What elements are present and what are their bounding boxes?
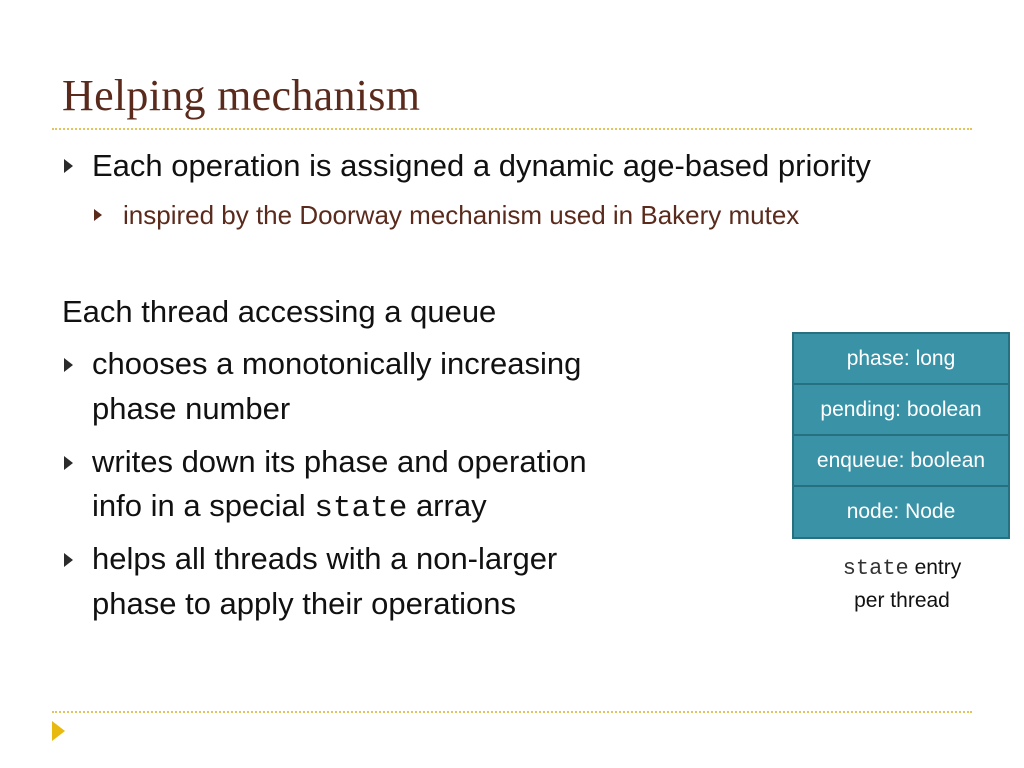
sub-bullet-doorway: inspired by the Doorway mechanism used in Bakery mutex (123, 200, 800, 230)
bullet-arrow-icon (64, 159, 73, 173)
bullet-arrow-icon (64, 553, 73, 567)
title-divider (52, 128, 972, 130)
item-help-line1: helps all threads with a non-larger (92, 541, 558, 576)
footer-triangle-icon (52, 721, 65, 741)
item-write-line1: writes down its phase and operation (92, 444, 587, 479)
state-table-caption (792, 552, 1012, 617)
item-phase-line2: phase number (92, 391, 291, 426)
item-write-line2 (92, 484, 487, 531)
state-entry-table (792, 332, 1010, 539)
state-field-node: node: Node (846, 500, 956, 523)
state-code: state (314, 491, 408, 526)
item-phase-line1: chooses a monotonically increasing (92, 346, 582, 381)
item-write-tail: array (407, 488, 487, 523)
bullet-arrow-icon (64, 358, 73, 372)
item-help-line2: phase to apply their operations (92, 586, 516, 621)
state-field-phase: phase: long (794, 334, 1008, 385)
state-field-pending: pending: boolean (794, 385, 1008, 436)
bullet-arrow-icon (64, 456, 73, 470)
caption-entry: entry (908, 556, 962, 579)
slide-title: Helping mechanism (62, 71, 421, 120)
thread-intro: Each thread accessing a queue (62, 294, 497, 329)
caption-per-thread: per thread (854, 589, 950, 612)
state-field-enqueue: enqueue: boolean (794, 436, 1008, 487)
caption-code: state (842, 556, 909, 581)
bullet-priority: Each operation is assigned a dynamic age-based priority (92, 148, 871, 183)
footer-divider (52, 711, 972, 713)
item-write-text: info in a special (92, 488, 315, 523)
sub-bullet-arrow-icon (94, 209, 102, 221)
